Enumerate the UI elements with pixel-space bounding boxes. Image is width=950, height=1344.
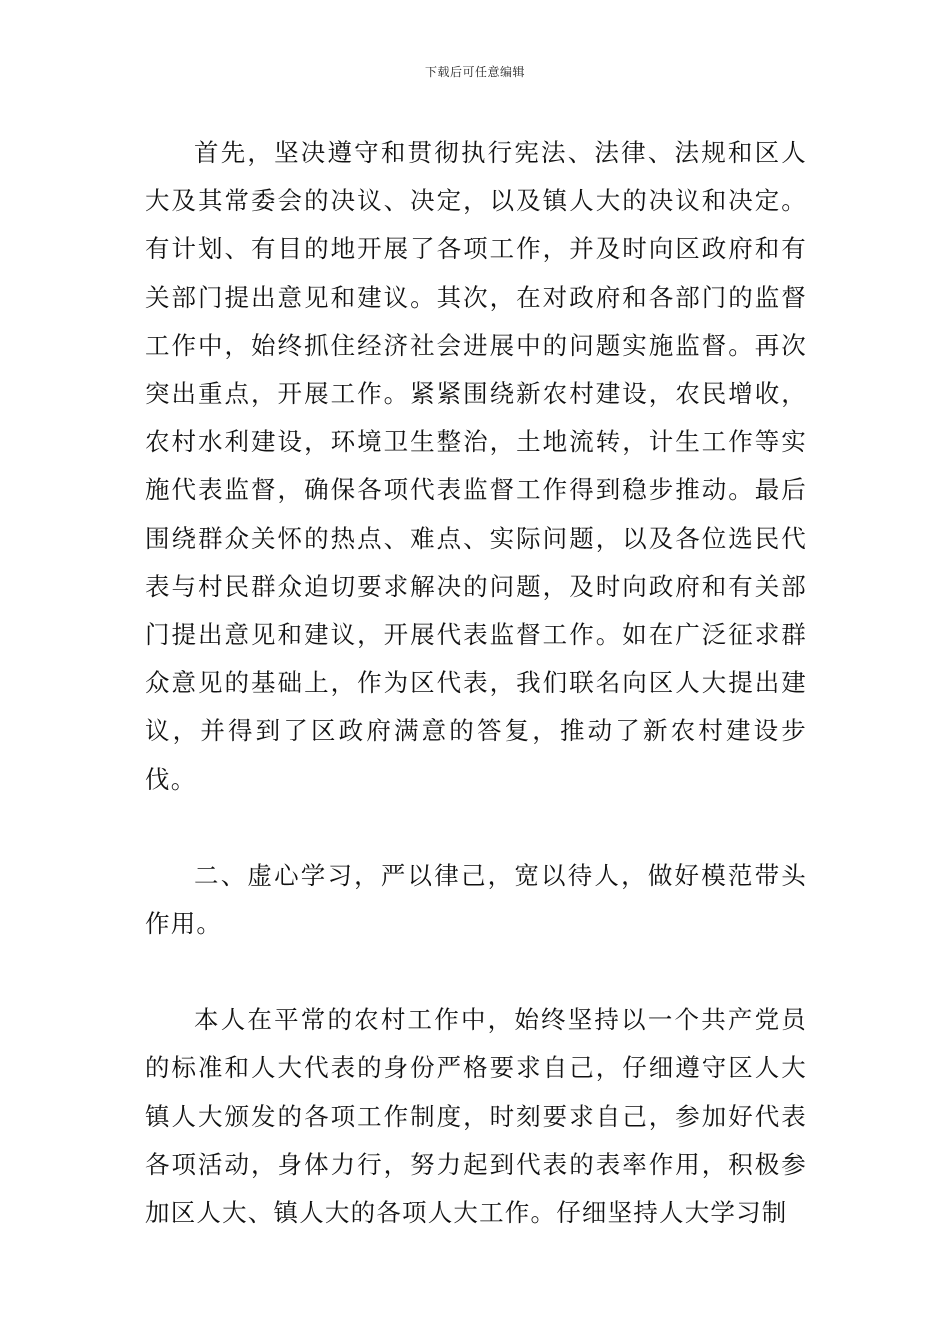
document-body <box>145 129 807 1237</box>
paragraph-self-discipline: 本人在平常的农村工作中，始终坚持以一个共产党员的标准和人大代表的身份严格要求自己，仔细遵守区人大镇人大颁发的各项工作制度，时刻要求自己，参加好代表各项活动，身体力行，努力起到代表的表率作用，积极参加区人大、镇人大的各项人大工作。仔细坚持人大学习制 <box>145 1005 807 1228</box>
page-header: 下载后可任意编辑 <box>424 65 525 79</box>
paragraph-gap <box>145 948 807 996</box>
section-heading-study: 二、虚心学习，严以律己，宽以待人，做好模范带头作用。 <box>145 860 807 939</box>
paragraph-supervision: 首先，坚决遵守和贯彻执行宪法、法律、法规和区人大及其常委会的决议、决定，以及镇人大的决议和决定。有计划、有目的地开展了各项工作，并及时向区政府和有关部门提出意见和建议。其次，在对政府和各部门的监督工作中，始终抓住经济社会进展中的问题实施监督。再次突出重点，开展工作。紧紧围绕新农村建设，农民增收，农村水利建设，环境卫生整治，土地流转，计生工作等实施代表监督，确保各项代表监督工作得到稳步推动。最后围绕群众关怀的热点、难点、实际问题，以及各位选民代表与村民群众迫切要求解决的问题，及时向政府和有关部门提出意见和建议，开展代表监督工作。如在广泛征求群众意见的基础上，作为区代表，我们联名向区人大提出建议，并得到了区政府满意的答复，推动了新农村建设步伐。 <box>145 138 807 794</box>
paragraph-gap <box>145 804 807 852</box>
